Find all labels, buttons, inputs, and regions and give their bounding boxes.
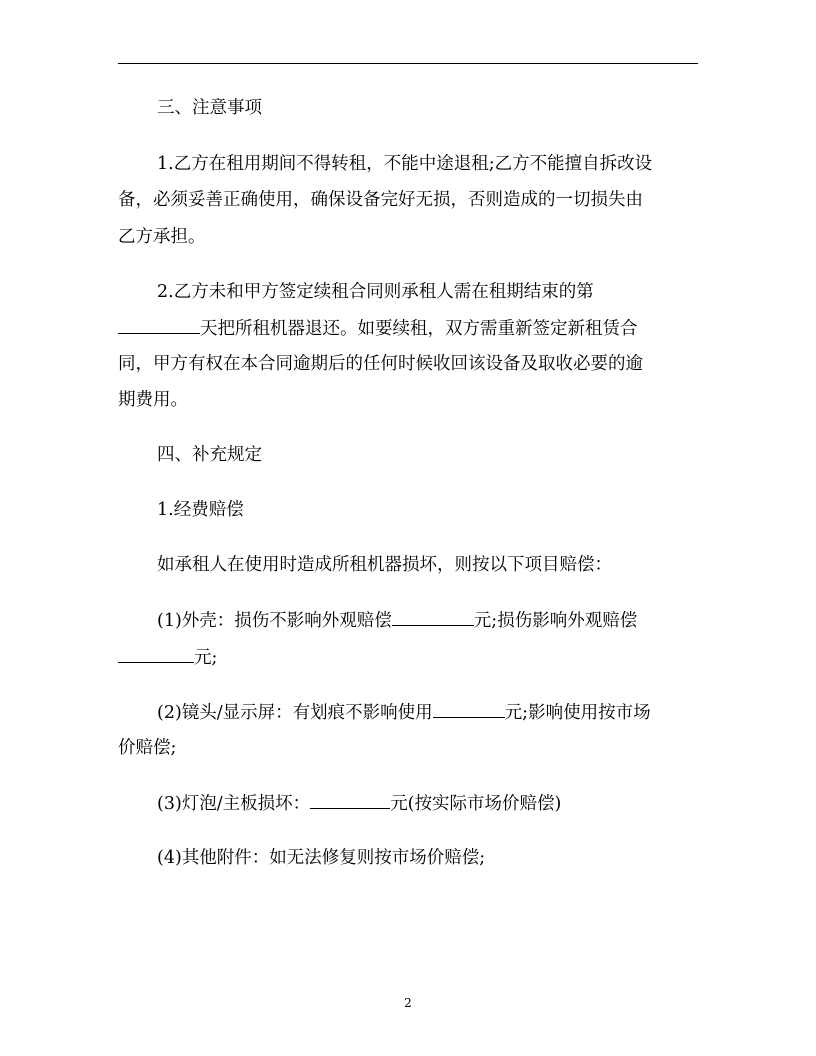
header-rule (118, 63, 698, 64)
s3-item2-line4: 期费用。 (118, 390, 188, 410)
fill-blank (118, 318, 200, 334)
s3-item2-line2-text: 天把所租机器退还。如要续租，双方需重新签定新租赁合 (200, 319, 638, 339)
page-number: 2 (404, 996, 412, 1010)
s4-c2-line2: 价赔偿; (118, 738, 177, 758)
fill-blank (118, 647, 194, 663)
fill-blank (310, 793, 390, 809)
s4-c1-line1 (157, 610, 637, 631)
s4-sub1: 1.经费赔偿 (157, 500, 244, 520)
s3-item1-line1: 1.乙方在租用期间不得转租，不能中途退租;乙方不能擅自拆改设 (157, 154, 653, 174)
s4-c1-line2 (118, 647, 217, 668)
section-3-heading: 三、注意事项 (157, 98, 262, 118)
s3-item2-line3: 同，甲方有权在本合同逾期后的任何时候收回该设备及取收必要的逾 (118, 354, 643, 374)
s4-c3-part2: 元(按实际市场价赔偿) (390, 794, 562, 814)
s3-item1-line2: 备，必须妥善正确使用，确保设备完好无损，否则造成的一切损失由 (118, 190, 643, 210)
section-4-heading: 四、补充规定 (157, 445, 262, 465)
s3-item2-line2 (118, 318, 638, 339)
s4-c2-line1 (157, 702, 651, 723)
fill-blank (392, 610, 474, 626)
s4-intro: 如承租人在使用时造成所租机器损坏，则按以下项目赔偿： (157, 555, 612, 575)
s4-c3-part1: (3)灯泡/主板损坏： (157, 794, 311, 814)
fill-blank (433, 702, 505, 718)
s4-c1-part2: 元;损伤影响外观赔偿 (473, 611, 638, 631)
s4-c1-part1: (1)外壳：损伤不影响外观赔偿 (157, 611, 392, 631)
s4-c2-part2: 元;影响使用按市场 (504, 703, 651, 723)
s4-c1-part3: 元; (194, 648, 218, 668)
s3-item1-line3: 乙方承担。 (118, 227, 206, 247)
s3-item2-line1: 2.乙方未和甲方签定续租合同则承租人需在租期结束的第 (157, 282, 594, 302)
s4-c2-part1: (2)镜头/显示屏：有划痕不影响使用 (157, 703, 433, 723)
s4-c4-line1: (4)其他附件：如无法修复则按市场价赔偿; (157, 848, 486, 868)
s4-c3-line1 (157, 793, 561, 814)
